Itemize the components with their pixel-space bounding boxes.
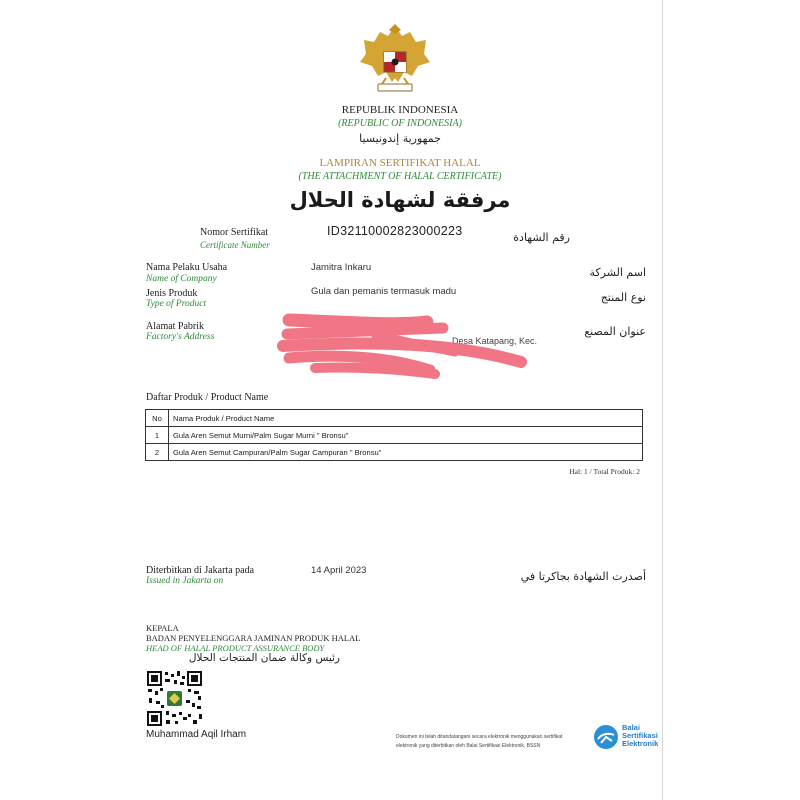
company-label-id: Nama Pelaku Usaha — [146, 262, 228, 273]
issued-label-en: Issued in Jakarta on — [146, 576, 224, 586]
product-type-label-id: Jenis Produk — [146, 288, 198, 299]
table-row — [146, 444, 643, 461]
bsre-line3: Elektronik — [622, 739, 659, 748]
company-name: Jamitra Inkaru — [311, 262, 372, 273]
table-header-row — [146, 410, 643, 427]
product-table — [145, 409, 643, 461]
certificate-number: ID32110002823000223 — [327, 224, 463, 238]
title-id: LAMPIRAN SERTIFIKAT HALAL — [319, 157, 481, 169]
qr-code — [146, 670, 203, 727]
certificate-label-en: Certificate Number — [200, 240, 270, 250]
bsre-line2: Sertifikasi — [622, 731, 658, 740]
factory-label-en: Factory's Address — [146, 332, 215, 342]
bsre-line1: Balai — [622, 723, 640, 732]
table-row — [146, 427, 643, 444]
certificate-label-id: Nomor Sertifikat — [200, 227, 269, 238]
garuda-emblem-icon — [356, 22, 434, 98]
bsre-logo-icon — [592, 723, 620, 751]
issued-label-id: Diterbitkan di Jakarta pada — [146, 565, 255, 576]
signatory-body-id: BADAN PENYELENGGARA JAMINAN PRODUK HALAL — [146, 633, 361, 643]
product-type-label-en: Type of Product — [146, 299, 207, 309]
country-ar: جمهورية إندونيسيا — [359, 132, 441, 145]
row-product-name: Gula Aren Semut Murni/Palm Sugar Murni " Bronsu" — [169, 427, 643, 444]
factory-label-id: Alamat Pabrik — [146, 321, 205, 332]
country-id: REPUBLIK INDONESIA — [341, 104, 459, 116]
company-label-en: Name of Company — [146, 274, 217, 284]
factory-label-ar: عنوان المصنع — [584, 325, 646, 338]
issued-date: 14 April 2023 — [311, 565, 367, 576]
column-header-no: No — [146, 410, 169, 427]
country-en: (REPUBLIC OF INDONESIA) — [338, 118, 462, 129]
company-label-ar: اسم الشركة — [589, 266, 646, 279]
column-header-product-name: Nama Produk / Product Name — [169, 410, 643, 427]
signatory-role-ar: رئيس وكالة ضمان المنتجات الحلال — [188, 652, 340, 664]
title-en: (THE ATTACHMENT OF HALAL CERTIFICATE) — [298, 171, 502, 182]
product-type-value: Gula dan pemanis termasuk madu — [311, 286, 457, 297]
qr-code-icon — [146, 670, 203, 727]
factory-address: Desa Katapang, Kec. — [452, 336, 538, 346]
product-pagination: Hal: 1 / Total Produk: 2 — [569, 467, 640, 476]
signatory-role-id: KEPALA — [146, 623, 179, 633]
redaction-scribble — [275, 310, 538, 385]
product-list-title: Daftar Produk / Product Name — [146, 392, 269, 403]
footer-note-line1: Dokumen ini telah ditandatangani secara elektronik menggunakan sertifikat — [396, 734, 563, 740]
row-number: 1 — [146, 427, 169, 444]
title-ar: مرفقة لشهادة الحلال — [289, 188, 511, 212]
signatory-role-en: HEAD OF HALAL PRODUCT ASSURANCE BODY — [146, 643, 325, 653]
row-number: 2 — [146, 444, 169, 461]
row-product-name: Gula Aren Semut Campuran/Palm Sugar Campuran " Bronsu" — [169, 444, 643, 461]
issued-label-ar: أصدرت الشهادة بجاكرتا في — [520, 570, 646, 583]
product-type-label-ar: نوع المنتج — [600, 291, 646, 304]
certificate-label-ar: رقم الشهادة — [513, 231, 570, 244]
signatory-name: Muhammad Aqil Irham — [146, 729, 247, 740]
footer-note-line2: elektronik yang diterbitkan oleh Balai Sertifikasi Elektronik, BSSN — [396, 743, 541, 749]
